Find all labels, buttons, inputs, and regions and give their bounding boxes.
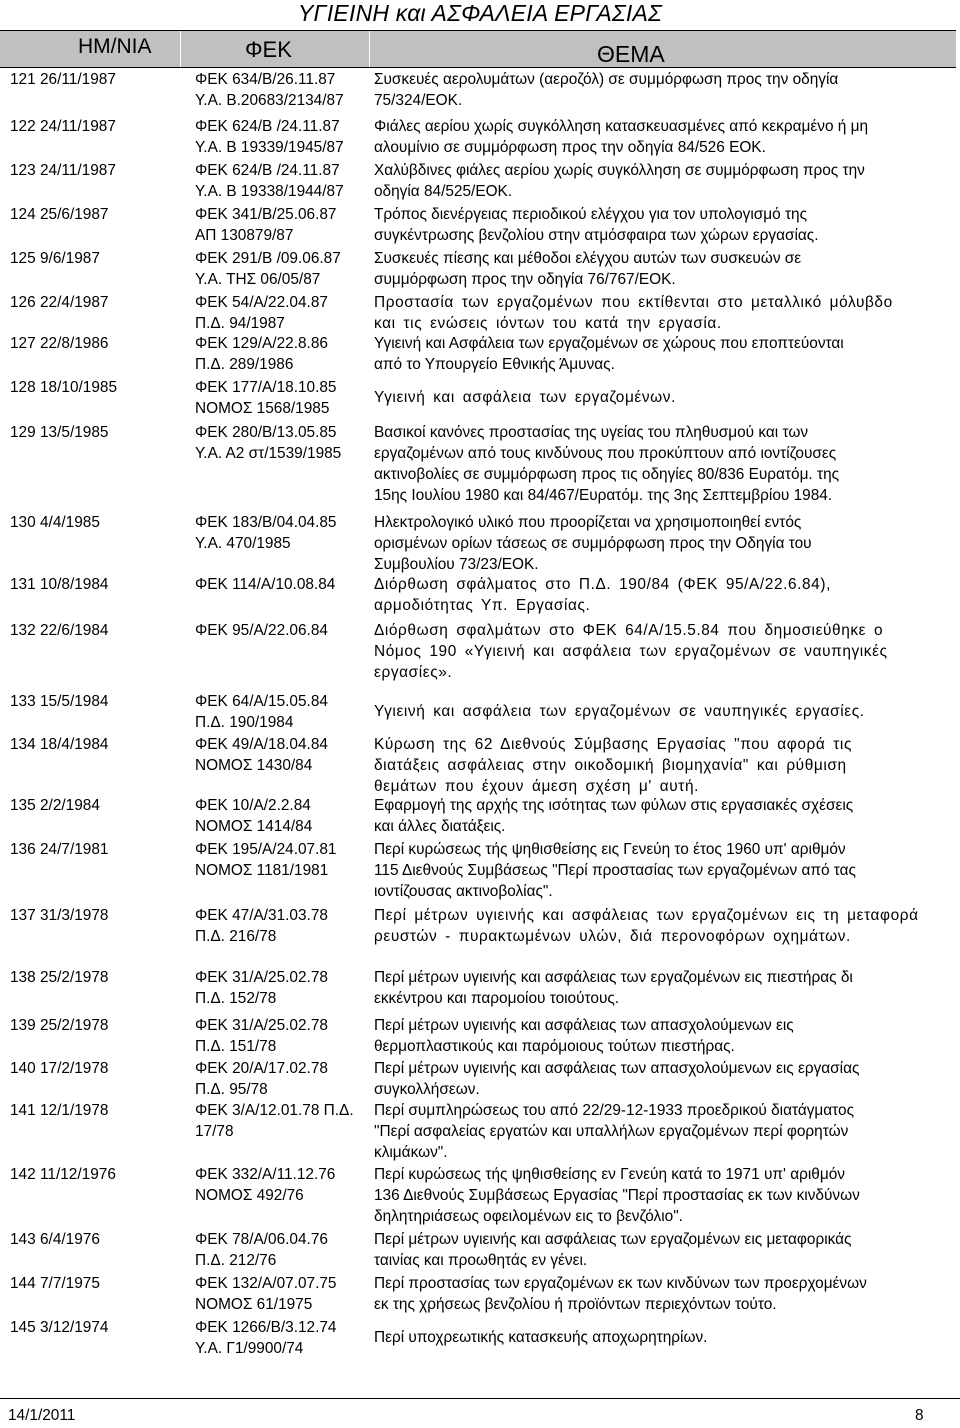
header-date-cell (0, 31, 180, 67)
topic-line: και άλλες διατάξεις. (374, 818, 506, 835)
topic-line: οδηγία 84/525/ΕΟΚ. (374, 183, 513, 200)
fek-line: ΦΕΚ 132/Α/07.07.75 (195, 1275, 337, 1292)
row-number: 123 (10, 162, 36, 179)
topic-line: από το Υπουργείο Εθνικής Άμυνας. (374, 356, 615, 373)
footer-date: 14/1/2011 (8, 1407, 76, 1424)
header-topic-cell (370, 31, 956, 67)
row-fek (195, 734, 367, 776)
row-fek (195, 1317, 367, 1359)
fek-line: ΦΕΚ 291/Β /09.06.87 (195, 250, 341, 267)
fek-line: Υ.Α. Γ1/9900/74 (195, 1340, 304, 1357)
topic-line: Διόρθωση σφάλματος στο Π.Δ. 190/84 (ΦΕΚ 95/Α/22.6.84), (374, 576, 831, 593)
topic-line: 15ης Ιουλίου 1980 και 84/467/Ευρατόμ. της 3ης Σεπτεμβρίου 1984. (374, 487, 833, 504)
fek-line: Π.Δ. 94/1987 (195, 315, 285, 332)
row-topic (374, 160, 954, 202)
row-date: 25/6/1987 (40, 206, 109, 223)
row-topic (374, 512, 954, 575)
row-topic (374, 1273, 954, 1315)
topic-line: Τρόπος διενέργειας περιοδικού ελέγχου για τον υπολογισμό της (374, 206, 808, 223)
topic-line: Φιάλες αερίου χωρίς συγκόλληση κατασκευασμένες από κεκραμένο ή μη (374, 118, 869, 135)
row-date: 9/6/1987 (40, 250, 100, 267)
row-fek (195, 905, 367, 947)
fek-line: 17/78 (195, 1123, 234, 1140)
topic-line: Ηλεκτρολογικό υλικό που προορίζεται να χρησιμοποιηθεί εντός (374, 514, 802, 531)
row-fek (195, 839, 367, 881)
row-topic (374, 574, 954, 616)
topic-line: Συσκευές πίεσης και μέθοδοι ελέγχου αυτών των συσκευών σε (374, 250, 802, 267)
fek-line: ΦΕΚ 183/Β/04.04.85 (195, 514, 337, 531)
row-number: 124 (10, 206, 36, 223)
row-topic (374, 839, 954, 902)
fek-line: Π.Δ. 152/78 (195, 990, 277, 1007)
topic-line: Χαλύβδινες φιάλες αερίου χωρίς συγκόλληση σε συμμόρφωση προς την (374, 162, 865, 179)
topic-line: Περί μέτρων υγιεινής και ασφάλειας των απασχολούμενων εις (374, 1017, 794, 1034)
topic-line: Περί προστασίας των εργαζομένων εκ των κινδύνων των προερχομένων (374, 1275, 867, 1292)
fek-line: Π.Δ. 151/78 (195, 1038, 277, 1055)
topic-line: Συμβουλίου 73/23/ΕΟΚ. (374, 556, 539, 573)
topic-line: Περί συμπληρώσεως του από 22/29-12-1933 προεδρικού διατάγματος (374, 1102, 855, 1119)
header-date: ΗΜ/ΝΙΑ (78, 35, 152, 58)
row-number: 135 (10, 797, 36, 814)
row-fek (195, 160, 367, 202)
row-topic (374, 1229, 954, 1271)
row-fek (195, 691, 367, 733)
topic-line: 115 Διεθνούς Συμβάσεως "Περί προστασίας των εργαζομένων από τας (374, 862, 856, 879)
row-number: 142 (10, 1166, 36, 1183)
row-topic (374, 795, 954, 837)
row-topic (374, 620, 954, 683)
fek-line: ΝΟΜΟΣ 1414/84 (195, 818, 313, 835)
row-date: 10/8/1984 (40, 576, 109, 593)
row-fek (195, 795, 367, 837)
page-number: 8 (915, 1407, 924, 1424)
row-topic (374, 116, 954, 158)
row-date: 18/10/1985 (40, 379, 118, 396)
topic-line: Περί μέτρων υγιεινής και ασφάλειας των εργαζομένων εις τη μεταφορά (374, 907, 919, 924)
topic-line: εκ της χρήσεως βενζολίου ή προϊόντων περιεχόντων τούτο. (374, 1296, 777, 1313)
row-fek (195, 574, 367, 595)
row-topic (374, 967, 954, 1009)
row-date: 7/7/1975 (40, 1275, 100, 1292)
fek-line: ΑΠ 130879/87 (195, 227, 294, 244)
row-date: 26/11/1987 (40, 71, 116, 88)
fek-line: ΦΕΚ 114/Α/10.08.84 (195, 576, 336, 593)
fek-line: Υ.Α. Β 19338/1944/87 (195, 183, 344, 200)
row-date: 31/3/1978 (40, 907, 109, 924)
topic-line: θερμοπλαστικούς και παρόμοιους τούτων πιεστήρας. (374, 1038, 735, 1055)
fek-line: ΦΕΚ 280/Β/13.05.85 (195, 424, 337, 441)
row-number: 141 (10, 1102, 36, 1119)
row-fek (195, 333, 367, 375)
row-number: 130 (10, 514, 36, 531)
fek-line: ΝΟΜΟΣ 1181/1981 (195, 862, 329, 879)
topic-line: 136 Διεθνούς Συμβάσεως Εργασίας "Περί προστασίας εκ των κινδύνων (374, 1187, 860, 1204)
fek-line: Υ.Α. ΤΗΣ 06/05/87 (195, 271, 321, 288)
header-fek-cell (181, 31, 369, 67)
row-fek (195, 1058, 367, 1100)
row-number: 125 (10, 250, 36, 267)
row-fek (195, 1100, 367, 1142)
row-topic (374, 333, 954, 375)
fek-line: ΝΟΜΟΣ 1568/1985 (195, 400, 330, 417)
row-fek (195, 292, 367, 334)
row-topic (374, 387, 954, 408)
row-fek (195, 1273, 367, 1315)
row-fek (195, 967, 367, 1009)
topic-line: συγκολλήσεων. (374, 1081, 480, 1098)
fek-line: ΦΕΚ 634/Β/26.11.87 (195, 71, 336, 88)
fek-line: ΦΕΚ 624/Β /24.11.87 (195, 162, 340, 179)
row-number: 128 (10, 379, 36, 396)
fek-line: ΦΕΚ 49/Α/18.04.84 (195, 736, 328, 753)
row-date: 11/12/1976 (40, 1166, 116, 1183)
row-number: 143 (10, 1231, 36, 1248)
row-fek (195, 116, 367, 158)
topic-line: διατάξεις ασφάλειας στην οικοδομική βιομηχανία" και ρύθμιση (374, 757, 847, 774)
row-date: 15/5/1984 (40, 693, 109, 710)
fek-line: ΦΕΚ 47/Α/31.03.78 (195, 907, 328, 924)
topic-line: Εφαρμογή της αρχής της ισότητας των φύλων στις εργασιακές σχέσεις (374, 797, 854, 814)
topic-line: Κύρωση της 62 Διεθνούς Σύμβασης Εργασίας "που αφορά τις (374, 736, 852, 753)
row-date: 2/2/1984 (40, 797, 100, 814)
row-fek (195, 1164, 367, 1206)
fek-line: Π.Δ. 289/1986 (195, 356, 294, 373)
row-topic (374, 292, 954, 334)
topic-line: θεμάτων που έχουν άμεση σχέση μ' αυτή. (374, 778, 700, 795)
row-number: 137 (10, 907, 36, 924)
row-number: 140 (10, 1060, 36, 1077)
topic-line: Περί κυρώσεως τής ψηθισθείσης εις Γενεύη το έτος 1960 υπ' αριθμόν (374, 841, 846, 858)
topic-line: συμμόρφωση προς την οδηγία 76/767/ΕΟΚ. (374, 271, 676, 288)
row-topic (374, 1164, 954, 1227)
topic-line: Υγιεινή και Ασφάλεια των εργαζομένων σε χώρους που εποπτεύονται (374, 335, 844, 352)
topic-line: Προστασία των εργαζομένων που εκτίθενται στο μεταλλικό μόλυβδο (374, 294, 893, 311)
fek-line: ΝΟΜΟΣ 492/76 (195, 1187, 304, 1204)
topic-line: Περί κυρώσεως τής ψηθισθείσης εν Γενεύη κατά το 1971 υπ' αριθμόν (374, 1166, 845, 1183)
fek-line: Π.Δ. 212/76 (195, 1252, 277, 1269)
row-date: 3/12/1974 (40, 1319, 109, 1336)
topic-line: 75/324/ΕΟΚ. (374, 92, 463, 109)
fek-line: ΦΕΚ 20/Α/17.02.78 (195, 1060, 328, 1077)
row-fek (195, 422, 367, 464)
row-date: 24/7/1981 (40, 841, 109, 858)
row-date: 25/2/1978 (40, 969, 109, 986)
topic-line: ορισμένων ορίων τάσεως σε συμμόρφωση προς την Οδηγία του (374, 535, 812, 552)
row-number: 138 (10, 969, 36, 986)
fek-line: Υ.Α. Β.20683/2134/87 (195, 92, 344, 109)
topic-line: αρμοδιότητας Υπ. Εργασίας. (374, 597, 591, 614)
topic-line: Νόμος 190 «Υγιεινή και ασφάλεια των εργαζομένων σε ναυπηγικές (374, 643, 888, 660)
fek-line: ΝΟΜΟΣ 1430/84 (195, 757, 313, 774)
row-topic (374, 905, 954, 947)
topic-line: Διόρθωση σφαλμάτων στο ΦΕΚ 64/Α/15.5.84 που δημοσιεύθηκε ο (374, 622, 884, 639)
document-title: ΥΓΙΕΙΝΗ και ΑΣΦΑΛΕΙΑ ΕΡΓΑΣΙΑΣ (297, 0, 662, 26)
topic-line: εργαζομένων από τους κινδύνους που προκύπτουν από ιοντίζουσες (374, 445, 837, 462)
topic-line: Υγιεινή και ασφάλεια των εργαζομένων. (374, 389, 676, 406)
row-date: 24/11/1987 (40, 118, 116, 135)
row-number: 132 (10, 622, 36, 639)
row-topic (374, 1327, 954, 1348)
fek-line: ΦΕΚ 1266/Β/3.12.74 (195, 1319, 337, 1336)
row-date: 18/4/1984 (40, 736, 109, 753)
row-fek (195, 1015, 367, 1057)
row-number: 134 (10, 736, 36, 753)
topic-line: Περί υποχρεωτικής κατασκευής αποχωρητηρίων. (374, 1329, 708, 1346)
row-topic (374, 204, 954, 246)
topic-line: ακτινοβολίες σε συμμόρφωση προς τις οδηγίες 80/836 Ευρατόμ. της (374, 466, 840, 483)
row-topic (374, 734, 954, 797)
row-date: 13/5/1985 (40, 424, 109, 441)
fek-line: ΦΕΚ 10/Α/2.2.84 (195, 797, 311, 814)
topic-line: Περί μέτρων υγιεινής και ασφάλειας των εργαζομένων εις πιεστήρας δι (374, 969, 853, 986)
row-topic (374, 422, 954, 506)
topic-line: συγκέντρωσης βενζολίου στην ατμόσφαιρα των χώρων εργασίας. (374, 227, 819, 244)
fek-line: Π.Δ. 216/78 (195, 928, 277, 945)
row-number: 144 (10, 1275, 36, 1292)
topic-line: αλουμίνιο σε συμμόρφωση προς την οδηγία 84/526 ΕΟΚ. (374, 139, 766, 156)
row-date: 22/6/1984 (40, 622, 109, 639)
fek-line: Υ.Α. Α2 στ/1539/1985 (195, 445, 342, 462)
fek-line: ΦΕΚ 177/Α/18.10.85 (195, 379, 337, 396)
row-number: 121 (10, 71, 36, 88)
fek-line: ΦΕΚ 624/Β /24.11.87 (195, 118, 340, 135)
fek-line: ΦΕΚ 31/Α/25.02.78 (195, 969, 328, 986)
row-date: 22/8/1986 (40, 335, 109, 352)
fek-line: ΦΕΚ 78/Α/06.04.76 (195, 1231, 328, 1248)
row-number: 126 (10, 294, 36, 311)
topic-line: Περί μέτρων υγιεινής και ασφάλειας των εργαζομένων εις μεταφορικάς (374, 1231, 852, 1248)
row-date: 4/4/1985 (40, 514, 100, 531)
row-fek (195, 248, 367, 290)
row-topic (374, 248, 954, 290)
header-fek: ΦΕΚ (245, 37, 292, 62)
fek-line: ΦΕΚ 54/Α/22.04.87 (195, 294, 328, 311)
row-topic (374, 69, 954, 111)
row-date: 24/11/1987 (40, 162, 116, 179)
fek-line: ΦΕΚ 95/Α/22.06.84 (195, 622, 328, 639)
topic-line: Βασικοί κανόνες προστασίας της υγείας του πληθυσμού και των (374, 424, 809, 441)
fek-line: ΝΟΜΟΣ 61/1975 (195, 1296, 313, 1313)
row-number: 127 (10, 335, 36, 352)
row-number: 145 (10, 1319, 36, 1336)
row-number: 139 (10, 1017, 36, 1034)
row-topic (374, 1100, 954, 1163)
fek-line: ΦΕΚ 31/Α/25.02.78 (195, 1017, 328, 1034)
row-date: 25/2/1978 (40, 1017, 109, 1034)
fek-line: Π.Δ. 190/1984 (195, 714, 294, 731)
header-topic: ΘΕΜΑ (597, 41, 665, 67)
row-fek (195, 69, 367, 111)
topic-line: Συσκευές αερολυμάτων (αεροζόλ) σε συμμόρφωση προς την οδηγία (374, 71, 839, 88)
fek-line: Π.Δ. 95/78 (195, 1081, 268, 1098)
row-fek (195, 204, 367, 246)
row-number: 129 (10, 424, 36, 441)
fek-line: Υ.Α. 470/1985 (195, 535, 291, 552)
topic-line: ιοντίζουσας ακτινοβολίας". (374, 883, 553, 900)
row-fek (195, 512, 367, 554)
row-fek (195, 1229, 367, 1271)
fek-line: Υ.Α. Β 19339/1945/87 (195, 139, 344, 156)
row-topic (374, 701, 954, 722)
topic-line: ρευστών - πυρακτωμένων υλών, διά περονοφόρων οχημάτων. (374, 928, 851, 945)
topic-line: ταινίας και προωθητάς εν γένει. (374, 1252, 588, 1269)
row-date: 22/4/1987 (40, 294, 109, 311)
row-date: 6/4/1976 (40, 1231, 100, 1248)
table-header (0, 30, 956, 68)
topic-line: και τις ενώσεις ιόντων του κατά την εργασία. (374, 315, 722, 332)
topic-line: Υγιεινή και ασφάλεια των εργαζομένων σε ναυπηγικές εργασίες. (374, 703, 865, 720)
topic-line: εργασίες». (374, 664, 453, 681)
topic-line: "Περί ασφαλείας εργατών και υπαλλήλων εργαζομένων περί φορητών (374, 1123, 849, 1140)
row-number: 136 (10, 841, 36, 858)
topic-line: Περί μέτρων υγιεινής και ασφάλειας των απασχολούμενων εις εργασίας (374, 1060, 860, 1077)
row-fek (195, 377, 367, 419)
topic-line: εκκέντρου και παρομοίου τοιούτους. (374, 990, 620, 1007)
row-number: 133 (10, 693, 36, 710)
fek-line: ΦΕΚ 332/Α/11.12.76 (195, 1166, 336, 1183)
row-fek (195, 620, 367, 641)
row-number: 122 (10, 118, 36, 135)
row-topic (374, 1058, 954, 1100)
footer-divider (0, 1398, 960, 1399)
row-date: 12/1/1978 (40, 1102, 109, 1119)
row-topic (374, 1015, 954, 1057)
fek-line: ΦΕΚ 195/Α/24.07.81 (195, 841, 337, 858)
topic-line: δηλητηριάσεως οφειλομένων εις το βενζόλιο". (374, 1208, 683, 1225)
fek-line: ΦΕΚ 64/Α/15.05.84 (195, 693, 328, 710)
topic-line: κλιμάκων". (374, 1144, 448, 1161)
fek-line: ΦΕΚ 3/Α/12.01.78 Π.Δ. (195, 1102, 354, 1119)
fek-line: ΦΕΚ 129/Α/22.8.86 (195, 335, 328, 352)
row-number: 131 (10, 576, 36, 593)
row-date: 17/2/1978 (40, 1060, 109, 1077)
fek-line: ΦΕΚ 341/Β/25.06.87 (195, 206, 337, 223)
